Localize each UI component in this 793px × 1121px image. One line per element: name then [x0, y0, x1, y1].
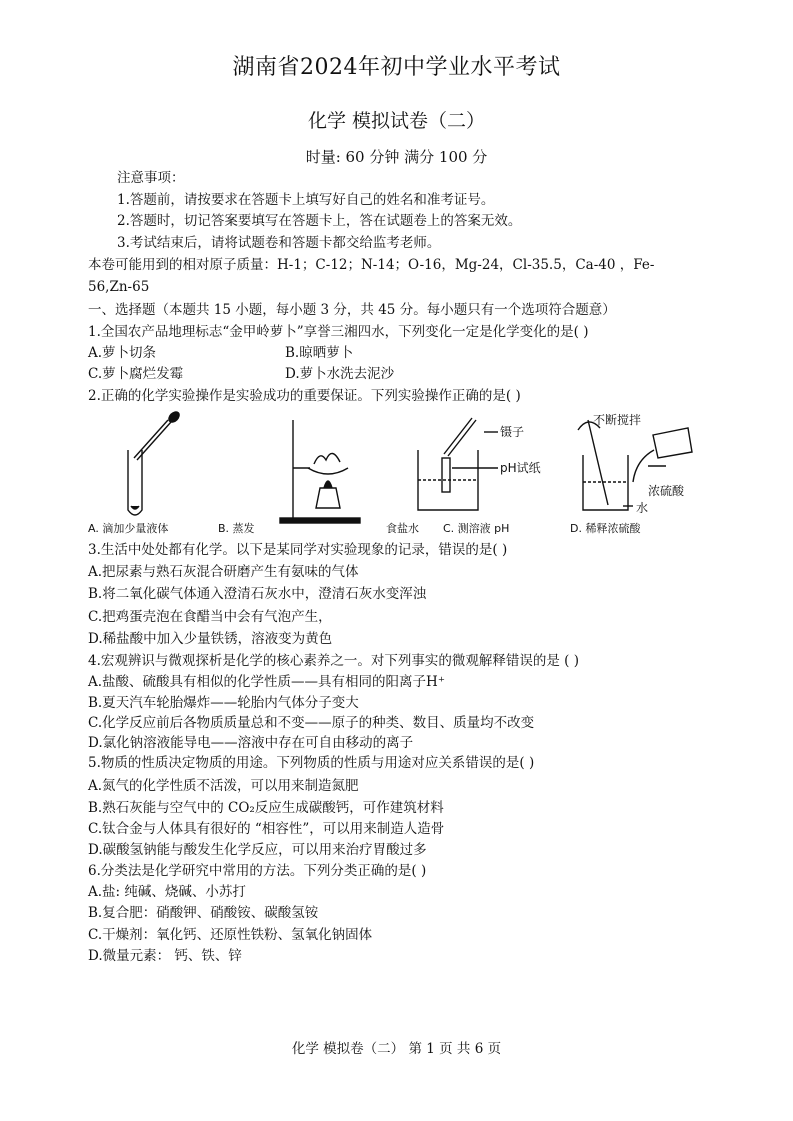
question-4-option-a: A.盐酸、硫酸具有相似的化学性质——具有相同的阳离子H⁺ [88, 674, 445, 690]
question-3-option-a: A.把尿素与熟石灰混合研磨产生有氨味的气体 [88, 564, 359, 580]
question-6-option-d: D.微量元素： 钙、铁、锌 [88, 948, 242, 964]
figure-caption-c: C. 测溶液 pH [443, 522, 510, 535]
notes-heading: 注意事项： [117, 170, 185, 186]
exam-subtitle: 化学 模拟试卷（二） [307, 110, 486, 132]
note-item: 3.考试结束后，请将试题卷和答题卡都交给监考老师。 [117, 235, 441, 251]
question-6-stem: 6.分类法是化学研究中常用的方法。下列分类正确的是( ) [88, 863, 427, 879]
figure-caption-salt-water: 食盐水 [386, 522, 419, 535]
exam-time-score: 时量: 60 分钟 满分 100 分 [305, 148, 488, 166]
question-4-stem: 4.宏观辨识与微观探析是化学的核心素养之一。对下列事实的微观解释错误的是 ( ) [88, 653, 579, 669]
figure-caption-a: A. 滴加少量液体 [88, 522, 169, 535]
evaporation-apparatus-icon [280, 420, 360, 523]
question-4-option-c: C.化学反应前后各物质质量总和不变——原子的种类、数目、质量均不改变 [88, 715, 535, 731]
lab-operations-illustration [88, 410, 708, 535]
question-6-option-a: A.盐: 纯碱、烧碱、小苏打 [88, 884, 246, 900]
ph-test-beaker-icon [418, 418, 498, 510]
label-tweezers: 镊子 [500, 425, 525, 439]
label-ph-paper: pH试纸 [500, 461, 541, 475]
note-item: 2.答题时，切记答案要填写在答题卡上，答在试题卷上的答案无效。 [117, 213, 522, 229]
atomic-mass-line: 本卷可能用到的相对原子质量：H-1；C-12；N-14；O-16，Mg-24，Cl-35.5，Ca-40 ，Fe- [88, 257, 655, 273]
question-4-option-b: B.夏天汽车轮胎爆炸——轮胎内气体分子变大 [88, 695, 359, 711]
atomic-mass-line: 56,Zn-65 [88, 279, 150, 295]
question-5-option-a: A.氮气的化学性质不活泼，可以用来制造氮肥 [88, 778, 359, 794]
question-2-stem: 2.正确的化学实验操作是实验成功的重要保证。下列实验操作正确的是( ) [88, 388, 521, 404]
question-3-option-b: B.将二氧化碳气体通入澄清石灰水中，澄清石灰水变浑浊 [88, 586, 427, 602]
question-2-figure [88, 410, 708, 535]
question-4-option-d: D.氯化钠溶液能导电——溶液中存在可自由移动的离子 [88, 735, 414, 751]
question-6-option-c: C.干燥剂：氧化钙、还原性铁粉、氢氧化钠固体 [88, 927, 373, 943]
question-6-option-b: B.复合肥：硝酸钾、硝酸铵、碳酸氢铵 [88, 905, 319, 921]
question-1-stem: 1.全国农产品地理标志“金甲岭萝卜”享誉三湘四水，下列变化一定是化学变化的是( ) [88, 324, 589, 340]
figure-caption-b: B. 蒸发 [218, 522, 255, 535]
question-3-stem: 3.生活中处处都有化学。以下是某同学对实验现象的记录，错误的是( ) [88, 542, 508, 558]
dropper-test-tube-icon [128, 410, 181, 515]
label-water: 水 [636, 501, 649, 515]
exam-title: 湖南省2024年初中学业水平考试 [232, 55, 561, 80]
question-5-option-d: D.碳酸氢钠能与酸发生化学反应，可以用来治疗胃酸过多 [88, 842, 427, 858]
section-heading: 一、选择题（本题共 15 小题，每小题 3 分，共 45 分。每小题只有一个选项符合题意） [88, 302, 616, 318]
figure-caption-d: D. 稀释浓硫酸 [570, 522, 641, 535]
question-3-option-d: D.稀盐酸中加入少量铁锈，溶液变为黄色 [88, 631, 333, 647]
label-concentrated-acid: 浓硫酸 [648, 484, 685, 498]
page-footer: 化学 模拟卷（二） 第 1 页 共 6 页 [291, 1041, 502, 1057]
question-5-option-b: B.熟石灰能与空气中的 CO₂反应生成碳酸钙，可作建筑材料 [88, 800, 444, 816]
note-item: 1.答题前，请按要求在答题卡上填写好自己的姓名和准考证号。 [117, 192, 495, 208]
question-5-stem: 5.物质的性质决定物质的用途。下列物质的性质与用途对应关系错误的是( ) [88, 755, 535, 771]
question-5-option-c: C.钛合金与人体具有很好的 “相容性”，可以用来制造人造骨 [88, 821, 445, 837]
question-1-option-a: A.萝卜切条 [88, 345, 157, 361]
question-1-option-d: D.萝卜水洗去泥沙 [285, 366, 395, 382]
question-1-option-b: B.晾晒萝卜 [285, 345, 354, 361]
question-1-option-c: C.萝卜腐烂发霉 [88, 366, 184, 382]
label-stir: 不断搅拌 [593, 413, 642, 427]
question-3-option-c: C.把鸡蛋壳泡在食醋当中会有气泡产生， [88, 609, 332, 625]
